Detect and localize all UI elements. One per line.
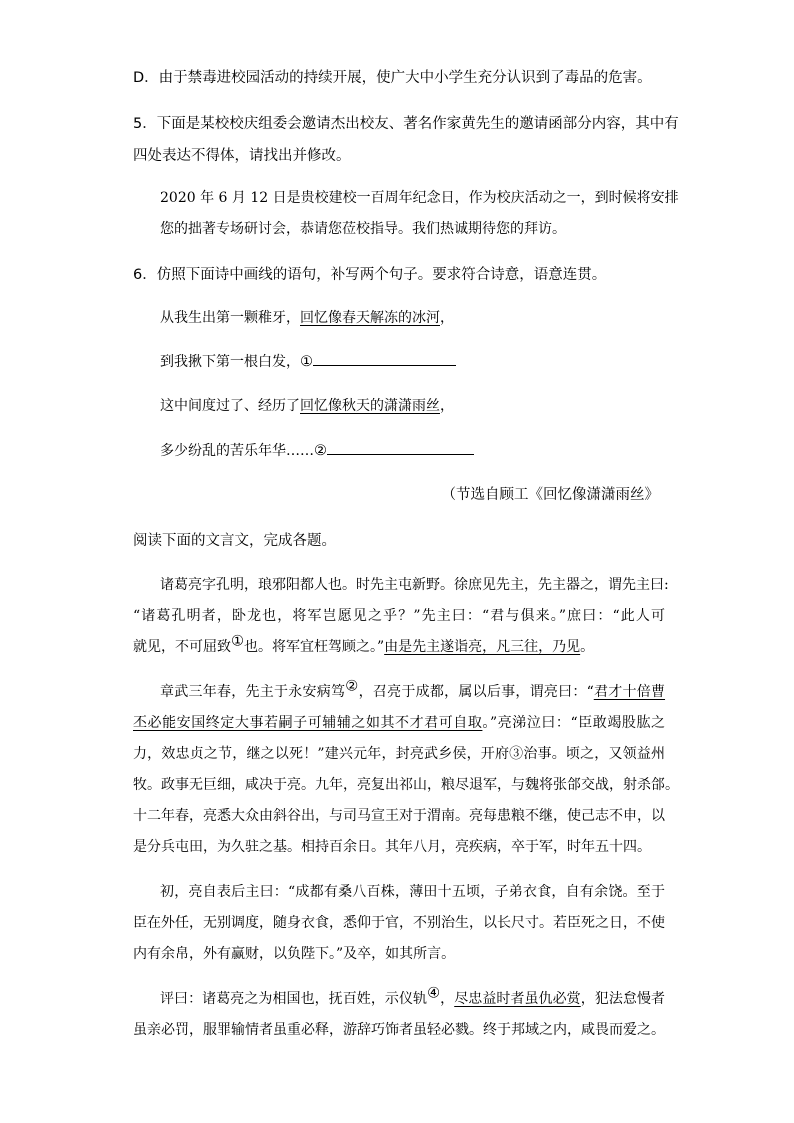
poem-line-1-punct: ， [440, 310, 454, 326]
question-5-line-2: 四处表达不得体，请找出并修改。 [133, 148, 351, 164]
footnote-marker-4: ④ [427, 985, 441, 1002]
poem-line-1 [160, 307, 454, 327]
passage-p4-line-2: 虽亲必罚，服罪输情者虽重必释，游辞巧饰者虽轻必戮。终于邦域之内，咸畏而爱之。 [133, 1022, 665, 1038]
option-d: D．由于禁毒进校园活动的持续开展，使广大中小学生充分认识到了毒品的危害。 [133, 70, 652, 86]
poem-line-2 [160, 351, 456, 371]
footnote-marker-1: ① [231, 633, 244, 650]
passage-p2-line-4: 牧。政事无巨细，咸决于亮。九年，亮复出祁山，粮尽退军，与魏将张郃交战，射杀郃。 [133, 777, 679, 793]
poem-line-4 [160, 440, 474, 460]
reading-intro: 阅读下面的文言文，完成各题。 [133, 533, 336, 549]
underlined-sentence-p2-start: 君才十倍曹 [593, 684, 666, 700]
poem-underlined-sentence-1: 回忆像春天解冻的冰河 [300, 310, 440, 326]
poem-line-3-punct: ， [440, 398, 454, 414]
letter-line-2: 您的拙著专场研讨会，恭请您莅校指导。我们热诚期待您的拜访。 [160, 221, 566, 237]
passage-p1-line-3: 就见，不可屈致①也。将军宜枉驾顾之。”由是先主遂诣亮，凡三往，乃见。 [133, 633, 595, 655]
footnote-marker-2: ② [345, 678, 359, 695]
poem-underlined-sentence-2: 回忆像秋天的潇潇雨丝 [300, 398, 440, 414]
passage-p1-line-2: “诸葛孔明者，卧龙也，将军岂愿见之乎？”先主曰：“君与俱来。”庶曰：“此人可 [133, 608, 665, 624]
blank-marker-2: ② [314, 443, 327, 459]
poem-line-1-start: 从我生出第一颗稚牙， [160, 310, 300, 326]
passage-p2-line-6: 是分兵屯田，为久驻之基。相持百余日。其年八月，亮疾病，卒于军，时年五十四。 [133, 839, 651, 855]
poem-line-4-start: 多少纷乱的苦乐年华…… [160, 443, 314, 459]
letter-line-1: 2020 年 6 月 12 日是贵校建校一百周年纪念日，作为校庆活动之一，到时候将安排 [160, 190, 679, 206]
passage-p2-line-3: 力，效忠贞之节，继之以死！”建兴元年，封亮武乡侯，开府③治事。顷之，又领益州 [133, 746, 665, 762]
passage-p4-line-1: 评曰：诸葛亮之为相国也，抚百姓，示仪轨④，尽忠益时者虽仇必赏，犯法怠慢者 [160, 985, 666, 1007]
passage-p2-line-1: 章武三年春，先主于永安病笃②，召亮于成都，属以后事，谓亮曰：“君才十倍曹 [160, 678, 666, 700]
underlined-sentence-p2-end: 丕必能安国终定大事若嗣子可辅辅之如其不才君可自取 [133, 715, 483, 731]
poem-source: （节选自顾工《回忆像潇潇雨丝》 [441, 487, 659, 503]
passage-p2-line-2: 丕必能安国终定大事若嗣子可辅辅之如其不才君可自取。”亮涕泣曰：“臣敢竭股肱之 [133, 715, 665, 731]
poem-line-3-start: 这中间度过了、经历了 [160, 398, 300, 414]
answer-blank-1[interactable] [313, 364, 456, 366]
question-5-line-1: 5．下面是某校校庆组委会邀请杰出校友、著名作家黄先生的邀请函部分内容，其中有 [133, 116, 679, 132]
question-6-line-1: 6．仿照下面诗中画线的语句，补写两个句子。要求符合诗意，语意连贯。 [133, 267, 607, 283]
poem-line-3 [160, 395, 454, 415]
passage-p2-line-5: 十二年春，亮悉大众由斜谷出，与司马宣王对于渭南。亮每患粮不继，使己志不申，以 [133, 808, 665, 824]
passage-p3-line-3: 内有余帛，外有赢财，以负陛下。”及卒，如其所言。 [133, 946, 456, 962]
passage-p3-line-2: 臣在外任，无别调度，随身衣食，悉仰于官，不别治生，以长尺寸。若臣死之日，不使 [133, 915, 665, 931]
underlined-sentence-p4: 尽忠益时者虽仇必赏 [454, 991, 581, 1007]
answer-blank-2[interactable] [327, 453, 474, 455]
underlined-sentence-p1: 由是先主遂诣亮，凡三往，乃见 [384, 639, 581, 655]
passage-p3-line-1: 初，亮自表后主曰：“成都有桑八百株，薄田十五顷，子弟衣食，自有余饶。至于 [160, 884, 665, 900]
blank-marker-1: ① [300, 354, 313, 370]
passage-p1-line-1: 诸葛亮字孔明，琅邪阳都人也。时先主屯新野。徐庶见先主，先主器之，谓先主曰: [160, 577, 669, 593]
poem-line-2-start: 到我揪下第一根白发， [160, 354, 300, 370]
